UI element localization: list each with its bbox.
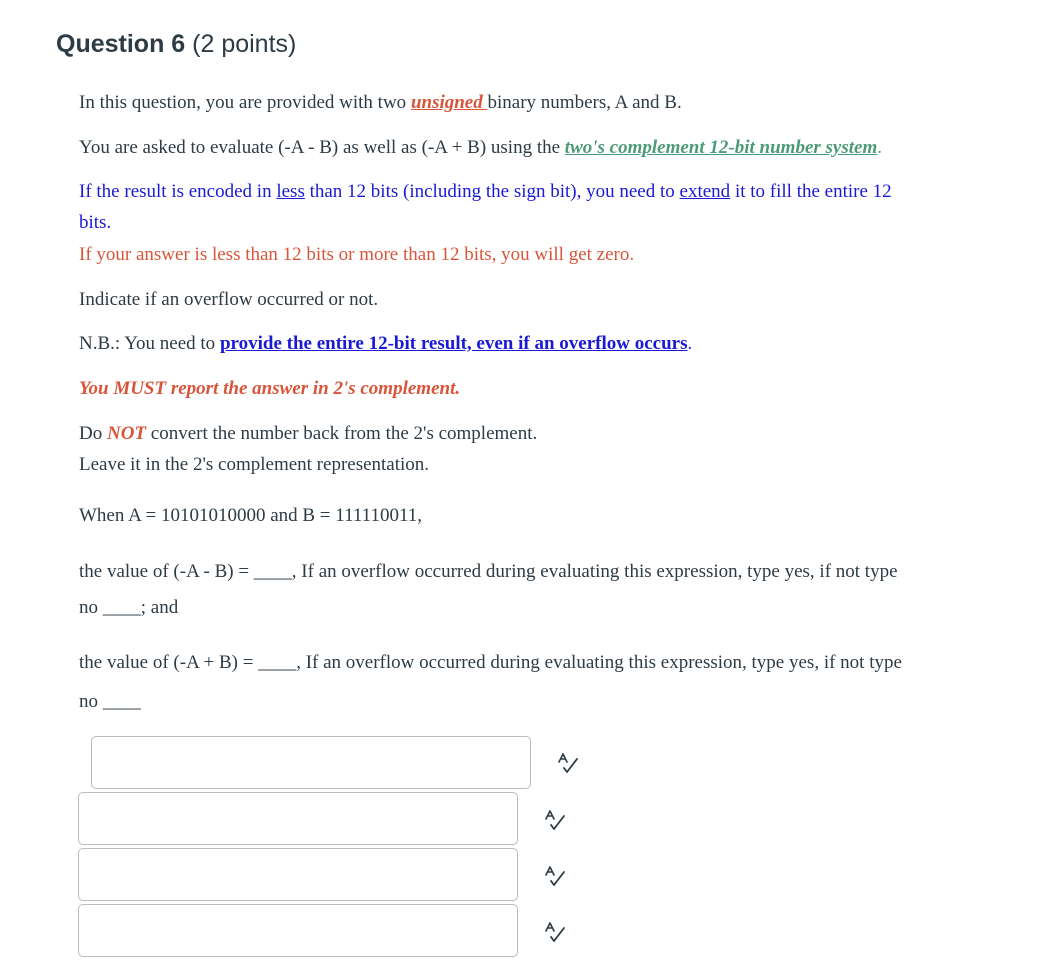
unsigned-emphasis: unsigned xyxy=(410,92,488,113)
question-1-line2: no ____; and xyxy=(79,597,179,618)
intro-paragraph xyxy=(79,92,682,114)
must-report-text: You MUST report the answer in 2's complement. xyxy=(79,378,461,399)
nb-text: N.B.: You need to xyxy=(79,333,220,354)
leave-representation-line: Leave it in the 2's complement representation. xyxy=(79,454,430,475)
answer-input-4[interactable] xyxy=(78,904,518,957)
question-title: Question 6 xyxy=(56,30,186,58)
extend-text-a: If the result is encoded in xyxy=(79,181,277,202)
question-heading xyxy=(56,30,296,59)
given-values: When A = 10101010000 and B = 111110011, xyxy=(79,505,423,526)
question-2-line2: no ____ xyxy=(79,691,141,712)
task-text-end: . xyxy=(877,137,882,158)
intro-text: In this question, you are provided with two xyxy=(79,92,411,113)
overflow-instruction: Indicate if an overflow occurred or not. xyxy=(79,289,379,310)
spell-check-icon[interactable] xyxy=(556,752,580,776)
question-1-line1: the value of (-A - B) = ____, If an overflow occurred during evaluating this expression, type yes, if not type xyxy=(79,561,898,582)
extend-instruction-line1 xyxy=(79,181,892,203)
spell-check-icon[interactable] xyxy=(543,809,567,833)
nb-text-end: . xyxy=(687,333,693,354)
less-emphasis: less xyxy=(276,181,305,202)
extend-instruction-line2: bits. xyxy=(79,212,112,233)
question-points: (2 points) xyxy=(192,30,297,58)
extend-text-e: it to fill the entire 12 xyxy=(730,181,892,202)
entire-result-emphasis: provide the entire 12-bit result, even if an overflow occurs xyxy=(219,333,688,354)
convert-text: convert the number back from the 2's complement. xyxy=(146,423,538,444)
extend-text-c: than 12 bits (including the sign bit), you need to xyxy=(304,181,680,202)
task-paragraph xyxy=(79,137,882,159)
question-2-line1: the value of (-A + B) = ____, If an overflow occurred during evaluating this expression, type yes, if not type xyxy=(79,652,902,673)
intro-text-end: binary numbers, A and B. xyxy=(487,92,682,113)
not-emphasis: NOT xyxy=(106,423,147,444)
answer-input-1[interactable] xyxy=(91,736,531,789)
task-text: You are asked to evaluate (-A - B) as well as (-A + B) using the xyxy=(79,137,565,158)
nb-paragraph xyxy=(79,333,692,355)
do-not-convert-line xyxy=(79,423,537,445)
extend-emphasis: extend xyxy=(679,181,731,202)
warning-text: If your answer is less than 12 bits or more than 12 bits, you will get zero. xyxy=(79,244,635,265)
answer-input-2[interactable] xyxy=(78,792,518,845)
spell-check-icon[interactable] xyxy=(543,921,567,945)
do-text: Do xyxy=(79,423,107,444)
spell-check-icon[interactable] xyxy=(543,865,567,889)
number-system-emphasis: two's complement 12-bit number system xyxy=(564,137,878,158)
answer-input-3[interactable] xyxy=(78,848,518,901)
